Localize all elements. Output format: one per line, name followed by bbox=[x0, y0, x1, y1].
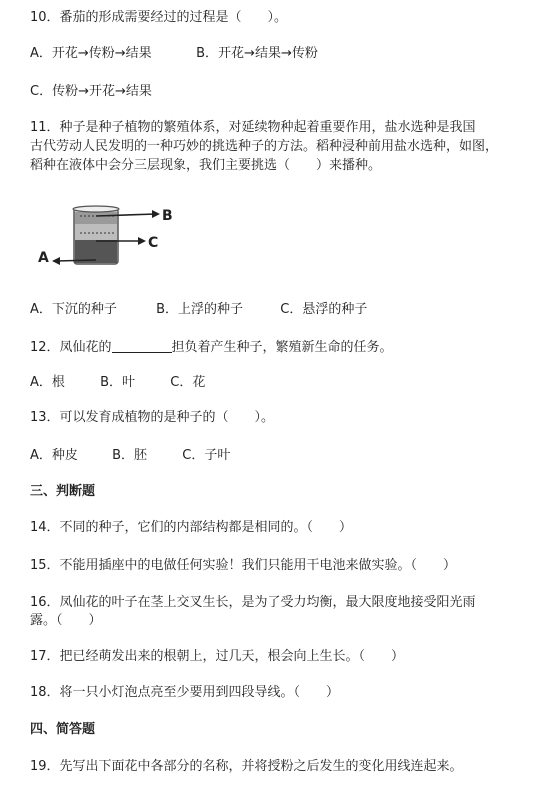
q11-option-b: B．上浮的种子 bbox=[156, 302, 244, 317]
q12-option-c: C．花 bbox=[170, 375, 206, 390]
q19-text: 19．先写出下面花中各部分的名称，并将授粉之后发生的变化用线连起来。 bbox=[30, 759, 463, 774]
q12-option-a: A．根 bbox=[30, 375, 65, 390]
q13-option-b: B．胚 bbox=[112, 448, 148, 463]
q11-stem-line-1: 11．种子是种子植物的繁殖体系，对延续物种起着重要作用，盐水选种是我国 bbox=[30, 120, 476, 135]
q10-option-a: A．开花→传粉→结果 bbox=[30, 46, 152, 61]
q11-option-c: C．悬浮的种子 bbox=[280, 302, 368, 317]
q10-options-row bbox=[30, 44, 318, 64]
q11-options-row bbox=[30, 300, 367, 320]
q16-line-1: 16．凤仙花的叶子在茎上交叉生长，是为了受力均衡，最大限度地接受阳光雨 bbox=[30, 595, 476, 610]
q13-options-row bbox=[30, 446, 230, 466]
beaker-figure bbox=[32, 200, 182, 280]
q10-option-b: B．开花→结果→传粉 bbox=[196, 46, 318, 61]
q15-text: 15．不能用插座中的电做任何实验！我们只能用干电池来做实验。（ ） bbox=[30, 558, 457, 573]
q12-suffix: 担负着产生种子，繁殖新生命的任务。 bbox=[171, 340, 393, 355]
q11-stem-line-3: 稻种在液体中会分三层现象，我们主要挑选（ ）来播种。 bbox=[30, 158, 382, 173]
q11-stem bbox=[30, 118, 522, 175]
q17-text: 17．把已经萌发出来的根朝上，过几天，根会向上生长。（ ） bbox=[30, 649, 405, 664]
q13-option-c: C．子叶 bbox=[182, 448, 231, 463]
q11-option-a: A．下沉的种子 bbox=[30, 302, 117, 317]
q12-option-b: B．叶 bbox=[100, 375, 136, 390]
q18-text: 18．将一只小灯泡点亮至少要用到四段导线。（ ） bbox=[30, 685, 340, 700]
q12-prefix: 12．凤仙花的 bbox=[30, 340, 112, 355]
q12-options-row bbox=[30, 373, 205, 393]
q11-stem-line-2: 古代劳动人民发明的一种巧妙的挑选种子的方法。稻种浸种前用盐水选种，如图， bbox=[30, 139, 499, 154]
figure-label-b: B bbox=[162, 208, 173, 224]
q12-stem bbox=[30, 338, 393, 358]
figure-label-a: A bbox=[38, 250, 49, 266]
q16-line-2: 露。（ ） bbox=[30, 613, 102, 628]
q13-option-a: A．种皮 bbox=[30, 448, 78, 463]
section-heading-true-false: 三、判断题 bbox=[30, 484, 96, 499]
q12-blank[interactable] bbox=[112, 338, 172, 353]
q14-text: 14．不同的种子，它们的内部结构都是相同的。（ ） bbox=[30, 520, 353, 535]
figure-label-c: C bbox=[148, 235, 159, 251]
q13-stem: 13．可以发育成植物的是种子的（ ）。 bbox=[30, 410, 275, 425]
q10-stem: 10．番茄的形成需要经过的过程是（ ）。 bbox=[30, 10, 288, 25]
section-heading-short-answer: 四、简答题 bbox=[30, 722, 96, 737]
q10-option-c: C．传粉→开花→结果 bbox=[30, 84, 152, 99]
